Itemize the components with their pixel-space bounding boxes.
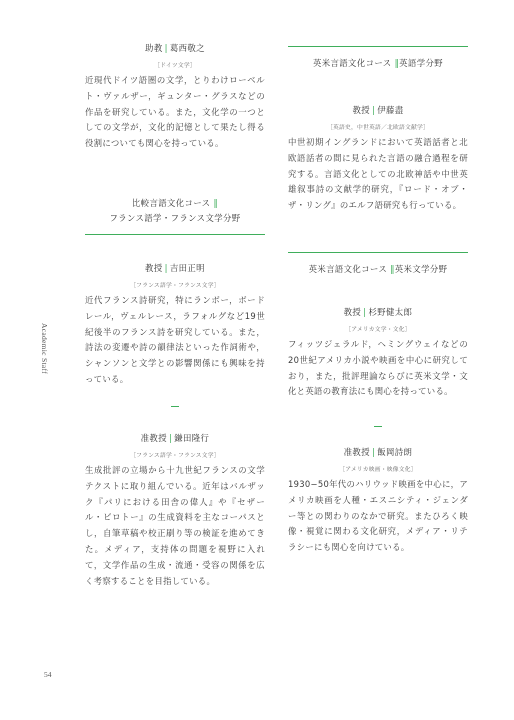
staff-name-line [288, 446, 468, 458]
staff-field: ［フランス語学・フランス文学］ [130, 453, 220, 459]
separator-bar: | [372, 105, 376, 115]
staff-name-line [85, 42, 265, 54]
separator-bar: | [168, 433, 173, 443]
separator-bar: | [363, 307, 367, 317]
staff-name: 葛西敬之 [169, 43, 205, 53]
side-label: Academic Staff [40, 323, 49, 374]
section-heading-mark: ‖ [394, 58, 400, 68]
staff-description: フィッツジェラルド，ヘミングウェイなどの20世紀アメリカ小説や映画を中心に研究しており，また，批評理論ならびに英米文学・文化と英語の教育法にも関心を持っている。 [288, 339, 468, 397]
staff-title: 助教 [145, 43, 163, 53]
section-rule [288, 252, 468, 253]
staff-entry-sugino [288, 306, 468, 400]
separator-bar: | [164, 43, 168, 53]
staff-description: 近代フランス詩研究，特にランボー，ボードレール，ヴェルレース，ラフォルグなど19世紀後半のフランス詩を研究している。また，詩法の変遷や詩の韻律法といった作詞術や，シャンソンと文学との影響関係にも興味を持っている。 [85, 295, 265, 384]
section-heading-sub: 英語学分野 [399, 58, 444, 68]
section-heading-main: 英米言語文化コース [312, 58, 392, 68]
staff-title: 准教授 [343, 447, 370, 457]
divider-dash [171, 406, 179, 407]
page-number: 54 [44, 670, 52, 679]
section-heading-main: 英米言語文化コース [308, 264, 388, 274]
staff-name: 吉田正明 [169, 263, 205, 273]
section-heading-mark: ‖ [390, 264, 395, 274]
staff-name: 鎌田隆行 [174, 433, 210, 443]
section-heading-french [85, 196, 265, 226]
staff-description: 生成批評の立場から十九世紀フランスの文学テクストに取り組んでいる。近年はバルザック『パリにおける田舎の偉人』や『セザール・ビロトー』の生成資料を主なコーパスとし，自筆草稿や校正刷り等の検証を進めてきた。メディア，支持体の問題を視野に入れて，文学作品の生成・流通・受容の関係を広く考察することを目指している。 [85, 465, 265, 586]
staff-entry-kasai [85, 42, 265, 152]
section-heading-english-linguistics [288, 56, 468, 71]
staff-title: 教授 [145, 263, 163, 273]
staff-name-line [85, 432, 265, 444]
section-rule [288, 46, 468, 47]
staff-name: 伊藤盡 [377, 105, 404, 115]
staff-name-line [288, 306, 468, 318]
staff-field: ［ドイツ文学］ [154, 63, 196, 69]
staff-entry-yoshida [85, 262, 265, 388]
section-heading-line2: フランス語学・フランス文学分野 [109, 213, 241, 223]
staff-field: ［英語史，中世英語／北欧語文献学］ [327, 125, 429, 131]
staff-name-line [85, 262, 265, 274]
staff-field: ［アメリカ映画・映像文化］ [339, 467, 417, 473]
section-heading-english-literature [288, 262, 468, 277]
staff-entry-kamada [85, 432, 265, 589]
staff-name: 飯岡詩朗 [377, 447, 413, 457]
separator-bar: | [164, 263, 168, 273]
section-heading-mark: ‖ [213, 198, 219, 208]
section-heading-line1: 比較言語文化コース [131, 198, 211, 208]
staff-entry-iioka [288, 446, 468, 556]
staff-entry-ito [288, 104, 468, 214]
staff-title: 教授 [343, 307, 362, 317]
section-rule [85, 234, 265, 235]
staff-title: 教授 [352, 105, 370, 115]
staff-field: ［アメリカ文学・文化］ [345, 327, 411, 333]
section-heading-sub: 英米文学分野 [394, 264, 448, 274]
staff-name-line [288, 104, 468, 116]
staff-description: 中世初期イングランドにおいて英語話者と北欧語話者の間に見られた言語の融合過程を研究する。言語文化としての北欧神話や中世英雄叙事詩の文献学的研究，『ロード・オブ・ザ・リング』のエルフ語研究も行っている。 [288, 137, 468, 211]
staff-field: ［フランス語学・フランス文学］ [130, 283, 220, 289]
separator-bar: | [371, 447, 376, 457]
divider-dash [374, 426, 382, 427]
staff-title: 准教授 [140, 433, 167, 443]
staff-description: 1930−50年代のハリウッド映画を中心に，アメリカ映画を人種・エスニシティ・ジェンダー等との関わりのなかで研究。またひろく映像・視覚に関わる文化研究，メディア・リテラシーにも関心を向けている。 [288, 479, 468, 553]
staff-name: 杉野健太郎 [368, 307, 413, 317]
staff-description: 近現代ドイツ語圏の文学，とりわけローベルト・ヴァルザー，ギュンター・グラスなどの作品を研究している。また，文化学の一つとしての文学が，文化的記憶として果たし得る役割についても関心を持っている。 [85, 75, 265, 149]
